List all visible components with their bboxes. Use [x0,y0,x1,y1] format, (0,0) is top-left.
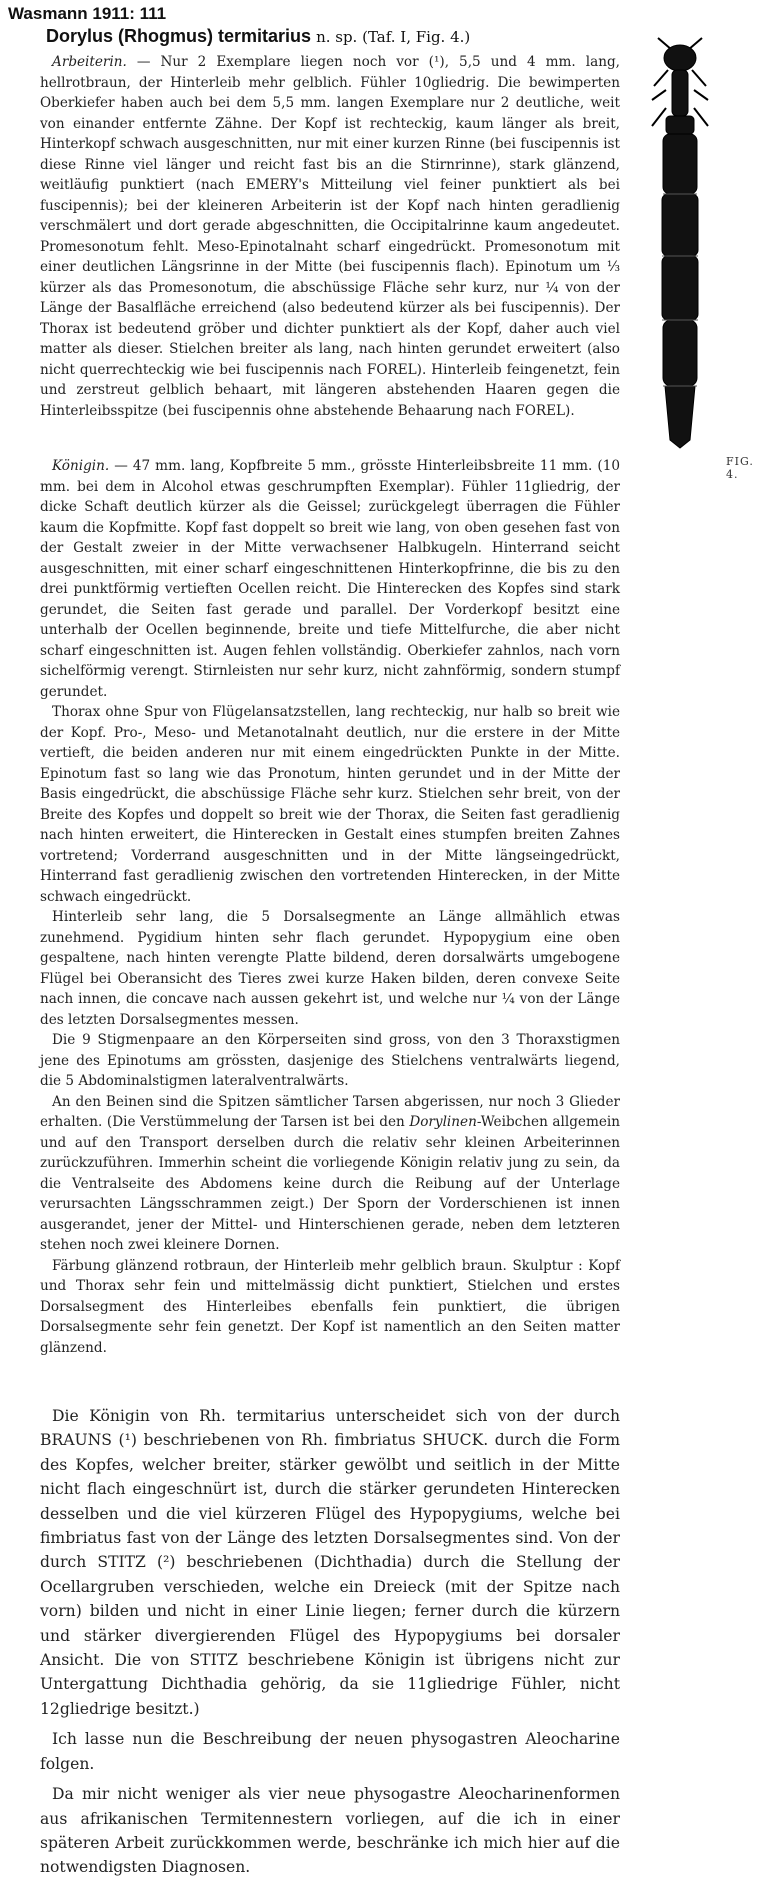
species-title [46,26,576,47]
caste-heading-queen: Königin. [52,458,110,474]
source-citation: Wasmann 1911: 111 [8,4,167,23]
specimen-figure [650,30,710,450]
paragraph-legs: An den Beinen sind die Spitzen sämtlicher Tarsen abgerissen, nur noch 3 Glieder erhalten. (Die Verstümmelung der Tarsen ist bei den Dorylinen-Weibchen allgemein und auf den Transport derselben durch die relativ sehr kleinen Arbeiterinnen zurückzuführen. Immerhin scheint die vorliegende Königin relativ jung zu sein, da die Ventralseite des Abdomens keine durch die Reibung auf der Unterlage verursachten Längsschrammen zeigt.) Der Sporn der Vorderschienen ist innen ausgerandet, jener der Mittel- und Hinterschienen gerade, neben dem letzteren stehen noch zwei kleinere Dornen. [40,1093,620,1253]
caste-heading-worker: Arbeiterin. [52,54,127,70]
figure-label: FIG. 4. [726,455,754,481]
paragraph-worker: Arbeiterin. — Nur 2 Exemplare liegen noch vor (¹), 5,5 und 4 mm. lang, hellrotbraun, der Hinterleib mehr gelblich. Fühler 10gliedrig. Die bewimperten Oberkiefer haben auch bei dem 5,5 mm. langen Exemplare nur 2 deutliche, weit von einander entfernte Zähne. Der Kopf ist rechteckig, kaum länger als breit, Hinterkopf schwach ausgeschnitten, nur mit einer kurzen Rinne (bei fuscipennis ist diese Rinne viel länger und reicht fast bis an die Stirnrinne), stark glänzend, weitläufig punktiert (nach EMERY's Mitteilung viel feiner punktiert als bei fuscipennis); bei der kleineren Arbeiterin ist der Kopf nach hinten geradlienig verschmälert und dort gerade abgeschnitten, die Occipitalrinne kaum angedeutet. Promesonotum fehlt. Meso-Epinotalnaht scharf eingedrückt. Promesonotum mit einer deutlichen Längsrinne in der Mitte (bei fuscipennis flach). Epinotum um ⅓ kürzer als das Promesonotum, die abschüssige Fläche sehr kurz, nur ¼ von der Länge der Basalfläche erreichend (also bedeutend kürzer als bei fuscipennis). Der Thorax ist bedeutend gröber und dichter punktiert als der Kopf, daher auch viel matter als dieser. Stielchen breiter als lang, nach hinten gerundet erweitert (also nicht querrechteckig wie bei fuscipennis nach FOREL). Hinterleib feingenetzt, fein und zerstreut gelblich behaart, mit längeren abstehenden Haaren gegen die Hinterleibsspitze (bei fuscipennis ohne abstehende Behaarung nach FOREL). [40,54,620,419]
paragraph-coloration: Färbung glänzend rotbraun, der Hinterleib mehr gelblich braun. Skulptur : Kopf und Thorax sehr fein und mittelmässig dicht punktiert, Stielchen und erstes Dorsalsegment des Hinterleibes ebenfalls fein punktiert, die übrigen Dorsalsegmente sehr fein genetzt. Der Kopf ist namentlich an den Seiten matter glänzend. [40,1257,620,1356]
taxon-name: Dorylus (Rhogmus) termitarius [46,26,312,46]
worker-description [40,52,620,421]
paragraph-abdomen: Hinterleib sehr lang, die 5 Dorsalsegmente an Länge allmählich etwas zunehmend. Pygidium hinten sehr flach gerundet. Hypopygium eine oben gespaltene, nach hinten verengte Platte bildend, deren dorsalwärts umgebogene Flügel bei Oberansicht des Tieres zwei kurze Haken bilden, deren convexe Seite nach innen, die concave nach aussen gekehrt ist, und welche nur ¼ von der Länge des letzten Dorsalsegmentes messen. [40,909,620,1028]
queen-description [40,456,620,1358]
paragraph-diagnoses: Da mir nicht weniger als vier neue physogastre Aleocharinenformen aus afrikanischen Termitennestern vorliegen, auf die ich in einer späteren Arbeit zurückkommen werde, beschränke ich mich hier auf die notwendigsten Diagnosen. [40,1785,620,1877]
comparison-text [40,1404,620,1880]
paragraph-aleocharine-intro: Ich lasse nun die Beschreibung der neuen physogastren Aleocharine folgen. [40,1730,620,1773]
taxon-status: n. sp. (Taf. I, Fig. 4.) [316,28,471,46]
paragraph-stigmata: Die 9 Stigmenpaare an den Körperseiten sind gross, von den 3 Thoraxstigmen jene des Epinotums am grössten, dasjenige des Stielchens ventralwärts liegend, die 5 Abdominalstigmen lateralventralwärts. [40,1032,620,1089]
paragraph-queen: Königin. — 47 mm. lang, Kopfbreite 5 mm., grösste Hinterleibsbreite 11 mm. (10 mm. bei dem in Alcohol etwas geschrumpften Exemplar). Fühler 11gliedrig, der dicke Schaft deutlich kürzer als die Geissel; zurückgelegt überragen die Fühler kaum die Kopfmitte. Kopf fast doppelt so breit wie lang, von oben gesehen fast von der Gestalt zweier in der Mitte verwachsener Halbkugeln. Hinterrand seicht ausgeschnitten, mit einer scharf eingeschnittenen Hinterkopfrinne, die bis zu den drei punktförmig vertieften Ocellen reicht. Die Hinterecken des Kopfes sind stark gerundet, die Seiten fast gerade und parallel. Der Vorderkopf besitzt eine unterhalb der Ocellen beginnende, breite und tiefe Mittelfurche, die aber nicht scharf eingeschnitten ist. Augen fehlen vollständig. Oberkiefer zahnlos, nach vorn sichelförmig verengt. Stirnleisten nur sehr kurz, nicht zahnförmig, sondern stumpf gerundet. [40,458,620,700]
paragraph-thorax: Thorax ohne Spur von Flügelansatzstellen, lang rechteckig, nur halb so breit wie der Kopf. Pro-, Meso- und Metanotalnaht deutlich, nur die erstere in der Mitte vertieft, die beiden anderen nur mit einem eingedrückten Punkte in der Mitte. Epinotum fast so lang wie das Pronotum, hinten gerundet und in der Mitte der Basis eingedrückt, die abschüssige Fläche sehr kurz. Stielchen sehr breit, von der Breite des Kopfes und doppelt so breit wie der Thorax, die Seiten fast geradlienig nach hinten erweitert, die Hinterecken in Gestalt eines stumpfen breiten Zahnes vortretend; Vorderrand ausgeschnitten und in der Mitte längseingedrückt, Hinterrand fast geradlienig zwischen den vortretenden Hinterecken, in der Mitte schwach eingedrückt. [40,704,620,905]
paragraph-comparison: Die Königin von Rh. termitarius unterscheidet sich von der durch BRAUNS (¹) beschriebenen von Rh. fimbriatus SHUCK. durch die Form des Kopfes, welcher breiter, stärker gewölbt und seitlich in der Mitte nicht flach eingeschnürt ist, durch die stärker gerundeten Hinterecken desselben und die viel kürzeren Flügel des Hypopygiums, welche bei fimbriatus fast von der Länge des letzten Dorsalsegmentes sind. Von der durch STITZ (²) beschriebenen (Dichthadia) durch die Stellung der Ocellargruben verschieden, welche ein Dreieck (mit der Spitze nach vorn) bilden und nicht in einer Linie liegen; ferner durch die kürzern und stärker divergierenden Flügel des Hypopygiums bei dorsaler Ansicht. Die von STITZ beschriebene Königin ist übrigens nicht zur Untergattung Dichthadia gehörig, da sie 11gliedrige Fühler, nicht 12gliedrige besitzt.) [40,1407,620,1718]
